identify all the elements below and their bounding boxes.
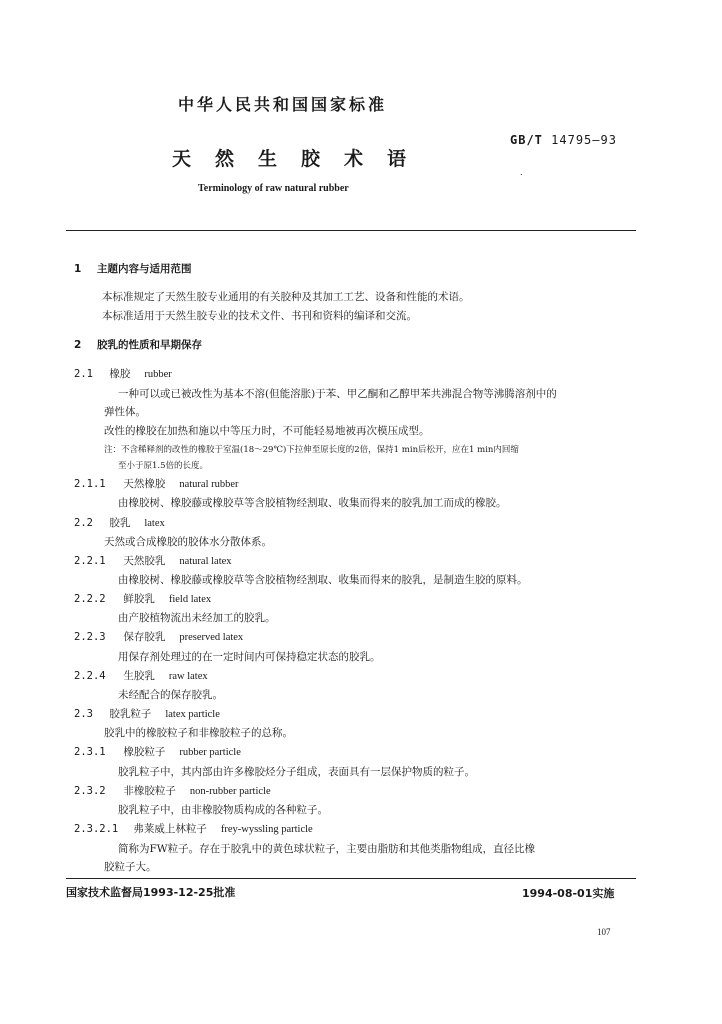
term-en: frey-wyssling particle [220,824,313,835]
term-entry [74,822,313,837]
term-entry [74,745,241,760]
term-number: 2.3.1 [74,746,106,758]
term-number: 2.3.2 [74,785,106,797]
term-number: 2.3 [74,708,93,720]
term-definition: 弹性体。 [104,406,146,418]
term-entry [74,784,271,799]
term-en: field latex [168,594,212,605]
term-definition: 天然或合成橡胶的胶体水分散体系。 [104,536,272,548]
term-entry [74,707,220,722]
term-en: non-rubber particle [189,786,271,797]
term-definition: 胶乳粒子中，由非橡胶物质构成的各种粒子。 [118,804,328,816]
approval-date: 国家技术监督局1993-12-25批准 [66,886,236,899]
term-cn: 非橡胶粒子 [123,785,176,797]
term-cn: 保存胶乳 [123,631,166,643]
term-en: raw latex [168,671,208,682]
term-definition: 由产胶植物流出未经加工的胶乳。 [118,612,276,624]
term-en: natural latex [179,556,232,567]
term-en: rubber [144,369,172,380]
term-entry [74,477,239,492]
effective-date: 1994-08-01实施 [522,887,615,900]
standard-number [510,133,617,147]
term-definition: 胶乳中的橡胶粒子和非橡胶粒子的总称。 [104,727,293,739]
term-definition: 用保存剂处理过的在一定时间内可保持稳定状态的胶乳。 [118,651,381,663]
term-entry [74,516,165,531]
term-definition: 由橡胶树、橡胶藤或橡胶草等含胶植物经割取、收集而得来的胶乳，是制造生胶的原料。 [118,574,528,586]
term-entry [74,669,208,684]
paragraph: 本标准规定了天然生胶专业通用的有关胶种及其加工工艺、设备和性能的术语。 [102,291,470,303]
term-en: preserved latex [179,632,244,643]
section-number: 2 [74,339,82,351]
page-number: 107 [597,927,611,937]
term-number: 2.2.3 [74,631,106,643]
term-cn: 胶乳 [109,517,131,529]
term-number: 2.2.2 [74,593,106,605]
term-number: 2.2.1 [74,555,106,567]
issuing-authority-title: 中华人民共和国国家标准 [178,95,388,114]
paragraph: 本标准适用于天然生胶专业的技术文件、书刊和资料的编译和交流。 [102,310,417,322]
footer-divider [66,878,636,879]
term-cn: 橡胶 [109,368,131,380]
term-cn: 天然胶乳 [123,555,166,567]
term-definition: 一种可以或已被改性为基本不溶(但能溶胀)于苯、甲乙酮和乙醇甲苯共沸混合物等沸腾溶剂中的 [118,388,557,400]
term-en: rubber particle [179,747,241,758]
header-divider [66,230,636,231]
term-en: natural rubber [179,479,239,490]
term-definition: 胶乳粒子中，其内部由许多橡胶烃分子组成，表面具有一层保护物质的粒子。 [118,766,475,778]
term-number: 2.3.2.1 [74,823,119,835]
term-entry [74,367,172,382]
note: 注：不含稀释剂的改性的橡胶于室温(18～29℃)下拉伸至原长度的2倍，保持1 min后松开，应在1 min内回缩 [104,445,519,455]
document-title-cn: 天然生胶术语 [172,148,431,170]
term-entry [74,630,243,645]
term-cn: 生胶乳 [123,670,155,682]
section-title: 主题内容与适用范围 [96,263,192,275]
term-entry [74,592,211,607]
section-title: 胶乳的性质和早期保存 [96,339,202,351]
section-1-heading [74,262,191,276]
term-number: 2.2 [74,517,93,529]
section-number: 1 [74,263,82,275]
term-definition: 由橡胶树、橡胶藤或橡胶草等含胶植物经割取、收集而得来的胶乳加工而成的橡胶。 [118,497,507,509]
term-number: 2.1 [74,368,93,380]
note: 至小于原1.5倍的长度。 [118,461,209,471]
term-en: latex particle [165,709,220,720]
standard-number-prefix: GB/T [510,133,543,147]
section-2-heading [74,338,202,352]
stray-mark: . [520,168,523,177]
term-definition: 胶粒子大。 [104,861,157,873]
term-number: 2.2.4 [74,670,106,682]
term-cn: 胶乳粒子 [109,708,152,720]
document-title-en: Terminology of raw natural rubber [198,183,349,194]
term-entry [74,554,232,569]
term-cn: 鲜胶乳 [123,593,155,605]
term-en: latex [144,518,165,529]
term-definition: 未经配合的保存胶乳。 [118,689,223,701]
term-cn: 弗莱威上林粒子 [133,823,207,835]
term-number: 2.1.1 [74,478,106,490]
standard-number-value: 14795—93 [551,133,617,147]
term-definition: 改性的橡胶在加热和施以中等压力时，不可能轻易地被再次模压成型。 [104,425,430,437]
term-definition: 简称为FW粒子。存在于胶乳中的黄色球状粒子，主要由脂肪和其他类脂物组成，直径比橡 [118,843,536,855]
term-cn: 天然橡胶 [123,478,166,490]
term-cn: 橡胶粒子 [123,746,166,758]
